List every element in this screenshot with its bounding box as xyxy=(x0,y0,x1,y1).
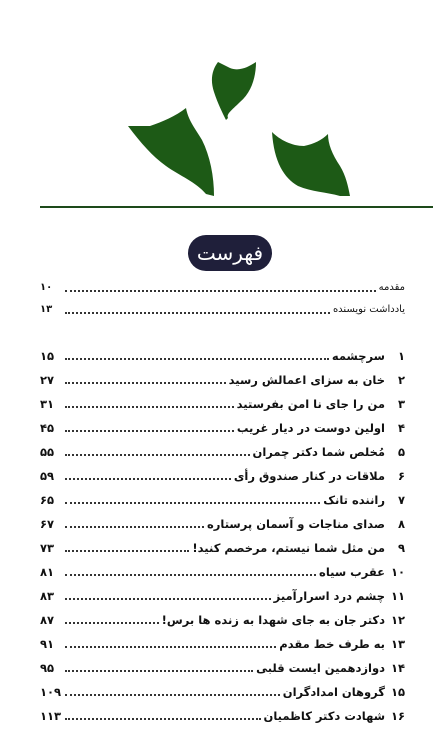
toc-row-title: مقدمه xyxy=(378,282,405,293)
chapter-number: ۱۳ xyxy=(390,637,405,651)
toc-row-introduction[interactable] xyxy=(40,278,405,296)
chapter-page: ۱۰۹ xyxy=(40,685,62,699)
chapter-title: ملاقات در کنار صندوق رأی xyxy=(233,469,385,483)
leader-dots xyxy=(65,598,271,600)
chapter-number: ۹ xyxy=(397,541,405,555)
chapter-number: ۵ xyxy=(397,445,405,459)
chapter-title: سرچشمه xyxy=(331,349,385,363)
chapter-page: ۴۵ xyxy=(40,421,55,435)
chapter-title: به طرف خط مقدم xyxy=(279,637,385,651)
chapter-title: مُخلص شما دکتر چمران xyxy=(252,445,385,459)
toc-row-author-note[interactable] xyxy=(40,300,405,318)
chapter-page: ۲۷ xyxy=(40,373,55,387)
chapter-number: ۶ xyxy=(397,469,405,483)
chapter-page: ۵۹ xyxy=(40,469,55,483)
toc-title: فهرست xyxy=(188,235,272,271)
toc-row-chapter-8[interactable] xyxy=(40,514,405,532)
leader-dots xyxy=(65,574,316,576)
leader-dots xyxy=(65,646,276,648)
leader-dots xyxy=(65,358,329,360)
chapter-page: ۶۷ xyxy=(40,517,55,531)
table-of-contents xyxy=(40,0,405,738)
chapter-page: ۸۷ xyxy=(40,613,55,627)
chapter-number: ۱۴ xyxy=(390,661,405,675)
leader-dots xyxy=(65,622,159,624)
toc-row-chapter-14[interactable] xyxy=(40,658,405,676)
chapter-title: چشم درد اسرارآمیز xyxy=(273,589,385,603)
toc-row-chapter-16[interactable] xyxy=(40,706,405,724)
toc-row-chapter-2[interactable] xyxy=(40,370,405,388)
leader-dots xyxy=(65,670,253,672)
chapter-title: راننده تانک xyxy=(323,493,385,507)
leader-dots xyxy=(65,312,330,314)
toc-row-page: ۱۳ xyxy=(40,304,53,315)
chapter-page: ۸۱ xyxy=(40,565,55,579)
toc-row-chapter-5[interactable] xyxy=(40,442,405,460)
chapter-title: دوازدهمین ایست قلبی xyxy=(256,661,385,675)
chapter-title: اولین دوست در دیار غریب xyxy=(236,421,385,435)
chapter-number: ۴ xyxy=(397,421,405,435)
toc-row-chapter-4[interactable] xyxy=(40,418,405,436)
leader-dots xyxy=(65,502,320,504)
chapter-title: من مثل شما نیستم، مرخصم کنید! xyxy=(192,541,385,555)
chapter-number: ۸ xyxy=(397,517,405,531)
chapter-page: ۱۱۳ xyxy=(40,709,62,723)
chapter-title: گروهان امدادگران xyxy=(282,685,385,699)
chapter-number: ۱ xyxy=(397,349,405,363)
leader-dots xyxy=(65,454,250,456)
chapter-number: ۱۵ xyxy=(390,685,405,699)
chapter-page: ۸۳ xyxy=(40,589,55,603)
chapter-number: ۱۲ xyxy=(390,613,405,627)
toc-row-chapter-10[interactable] xyxy=(40,562,405,580)
toc-row-page: ۱۰ xyxy=(40,282,53,293)
chapter-title: شهادت دکتر کاظمیان xyxy=(263,709,385,723)
chapter-page: ۳۱ xyxy=(40,397,55,411)
chapter-page: ۹۱ xyxy=(40,637,55,651)
chapter-page: ۱۵ xyxy=(40,349,55,363)
leader-dots xyxy=(65,550,189,552)
chapter-title: خان به سزای اعمالش رسید xyxy=(228,373,385,387)
toc-row-title: یادداشت نویسنده xyxy=(332,304,405,315)
leader-dots xyxy=(65,478,231,480)
leader-dots xyxy=(65,290,376,292)
toc-row-chapter-6[interactable] xyxy=(40,466,405,484)
toc-row-chapter-3[interactable] xyxy=(40,394,405,412)
leader-dots xyxy=(65,406,234,408)
toc-row-chapter-1[interactable] xyxy=(40,346,405,364)
chapter-number: ۱۱ xyxy=(390,589,405,603)
chapter-page: ۹۵ xyxy=(40,661,55,675)
toc-row-chapter-12[interactable] xyxy=(40,610,405,628)
chapter-number: ۲ xyxy=(397,373,405,387)
leader-dots xyxy=(65,382,226,384)
leader-dots xyxy=(65,718,261,720)
chapter-number: ۱۰ xyxy=(390,565,405,579)
chapter-title: عقرب سیاه xyxy=(319,565,385,579)
chapter-title: من را جای نا امن بفرستید xyxy=(236,397,385,411)
toc-row-chapter-11[interactable] xyxy=(40,586,405,604)
toc-row-chapter-9[interactable] xyxy=(40,538,405,556)
chapter-page: ۷۳ xyxy=(40,541,55,555)
chapter-number: ۱۶ xyxy=(390,709,405,723)
chapter-number: ۷ xyxy=(397,493,405,507)
toc-row-chapter-15[interactable] xyxy=(40,682,405,700)
toc-row-chapter-13[interactable] xyxy=(40,634,405,652)
leader-dots xyxy=(65,430,234,432)
chapter-title: دکتر جان به جای شهدا به زنده ها برس! xyxy=(161,613,385,627)
toc-row-chapter-7[interactable] xyxy=(40,490,405,508)
chapter-page: ۶۵ xyxy=(40,493,55,507)
leader-dots xyxy=(65,694,280,696)
leader-dots xyxy=(65,526,204,528)
chapter-title: صدای مناجات و آسمان پرستاره xyxy=(207,517,385,531)
chapter-page: ۵۵ xyxy=(40,445,55,459)
chapter-number: ۳ xyxy=(397,397,405,411)
